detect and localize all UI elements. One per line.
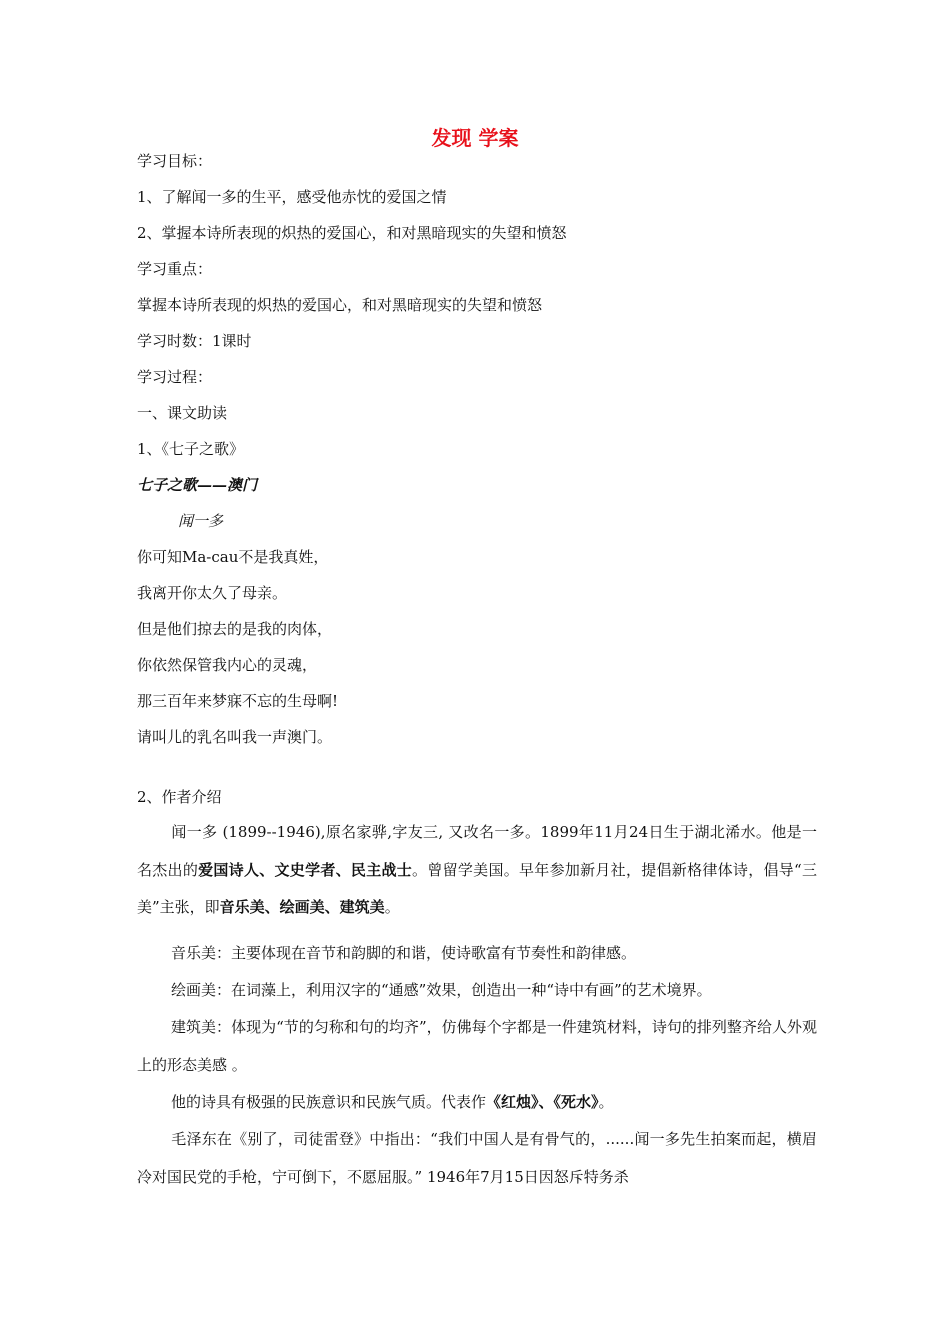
works-paragraph: 他的诗具有极强的民族意识和民族气质。代表作《红烛》、《死水》。: [171, 1093, 614, 1111]
process-heading: 学习过程：: [137, 368, 213, 386]
bio-titles: 爱国诗人、文史学者、民主战士: [198, 860, 413, 879]
painting-beauty: 绘画美：在词藻上，利用汉字的“通感”效果，创造出一种“诗中有画”的艺术境界。: [171, 981, 712, 999]
goal-2: 2、掌握本诗所表现的炽热的爱国心，和对黑暗现实的失望和愤怒: [137, 224, 567, 242]
focus-heading: 学习重点：: [137, 260, 213, 278]
goal-1: 1、了解闻一多的生平，感受他赤忱的爱国之情: [137, 188, 447, 206]
goals-heading: 学习目标：: [137, 152, 213, 170]
poem-line: 请叫儿的乳名叫我一声澳门。: [137, 728, 333, 746]
poem-line: 我离开你太久了母亲。: [137, 584, 288, 602]
item-1-heading: 1、《七子之歌》: [137, 440, 245, 458]
mao-quote-paragraph: 毛泽东在《别了，司徒雷登》中指出：“我们中国人是有骨气的，......闻一多先生拍案而起，横眉冷对国民党的手枪，宁可倒下，不愿屈服。” 1946年7月15日因怒斥特务杀: [137, 1130, 817, 1186]
study-hours: 学习时数：1课时: [137, 332, 252, 350]
page-title: 发现 学案: [431, 126, 519, 150]
poem-author: 闻一多: [178, 512, 224, 530]
poem-line: 你可知Ma-cau不是我真姓，: [137, 548, 329, 566]
bio-intro: 闻一多 (1899--1946),原名家骅,字友三, 又改名一多。1899年11月24日生于湖北浠水。他是一名杰出的: [137, 823, 817, 879]
poem-line: 那三百年来梦寐不忘的生母啊!: [137, 692, 339, 710]
poem-title: 七子之歌——澳门: [137, 476, 258, 494]
poem-line: 但是他们掠去的是我的肉体，: [137, 620, 333, 638]
representative-works: 《红烛》、《死水》: [486, 1093, 599, 1111]
poem-line: 你依然保管我内心的灵魂，: [137, 656, 318, 674]
focus-text: 掌握本诗所表现的炽热的爱国心，和对黑暗现实的失望和愤怒: [137, 296, 543, 314]
item-2-heading: 2、作者介绍: [137, 788, 222, 806]
bio-paragraph: 闻一多 (1899--1946),原名家骅,字友三, 又改名一多。1899年11月24日生于湖北浠水。他是一名杰出的爱国诗人、文史学者、民主战士。曾留学美国。早年参加新月社，提倡新格律体诗，倡导“三美”主张，即音乐美、绘画美、建筑美。: [137, 823, 817, 916]
music-beauty: 音乐美：主要体现在音节和韵脚的和谐，使诗歌富有节奏性和韵律感。: [171, 944, 637, 962]
section-1-heading: 一、课文助读: [137, 404, 228, 422]
architecture-beauty: 建筑美：体现为“节的匀称和句的均齐”，仿佛每个字都是一件建筑材料，诗句的排列整齐给人外观上的形态美感 。: [137, 1018, 817, 1074]
bio-career: 。曾留学美国。早年参加新月社，提倡新格律体诗，倡导“三美”主张，即: [137, 860, 817, 916]
bio-three-beauties: 音乐美、绘画美、建筑美: [219, 898, 385, 916]
